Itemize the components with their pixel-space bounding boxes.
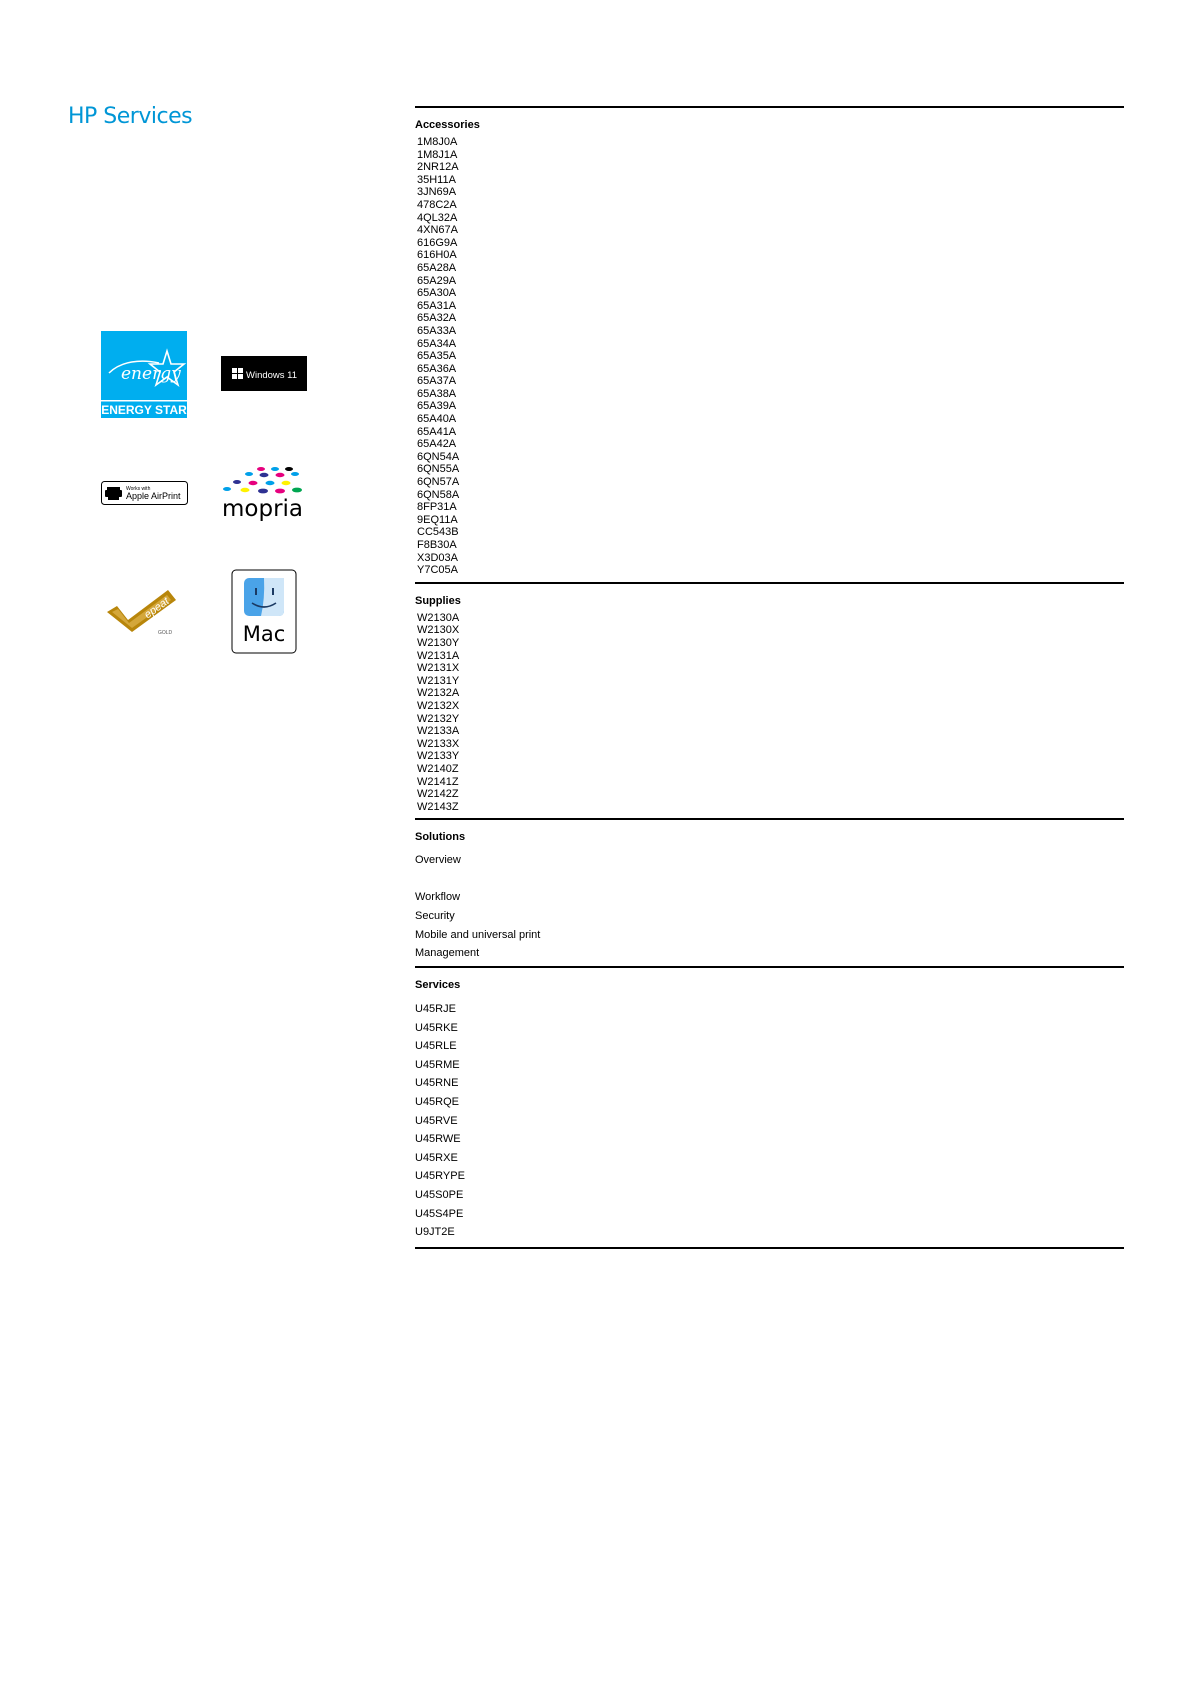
accessory-code: 65A37A — [417, 375, 457, 388]
accessory-code: 3JN69A — [417, 186, 457, 199]
accessory-code: Y7C05A — [417, 564, 458, 577]
supply-code: W2130A — [417, 611, 460, 624]
service-code: U45RXE — [415, 1151, 458, 1164]
accessory-code: 65A39A — [417, 400, 457, 413]
airprint-badge — [101, 481, 188, 505]
supply-code: W2131Y — [417, 674, 460, 687]
mac-finder-icon — [231, 569, 297, 654]
airprint-label: Apple AirPrint — [126, 491, 181, 501]
accessory-code: 6QN58A — [417, 488, 460, 501]
solutions-section — [415, 818, 1124, 966]
accessory-code: 2NR12A — [417, 161, 459, 174]
windows-icon — [221, 356, 307, 391]
accessory-code: 478C2A — [417, 198, 457, 211]
solution-item-overview: Overview — [415, 854, 461, 867]
accessory-code: F8B30A — [417, 539, 457, 551]
section-title: Supplies — [415, 594, 461, 607]
accessory-code: 35H11A — [417, 173, 456, 186]
accessory-code: 65A42A — [417, 438, 457, 451]
accessory-code: 1M8J1A — [417, 148, 458, 161]
service-code: U45RQE — [415, 1096, 460, 1108]
airprint-works-with: Works with — [126, 486, 151, 492]
service-code: U45S0PE — [415, 1188, 464, 1201]
service-code: U45RKE — [415, 1021, 458, 1034]
mac-logo — [231, 569, 297, 654]
epeat-tier: GOLD — [158, 630, 173, 636]
mac-label: Mac — [242, 622, 286, 646]
solution-item-mobile-print: Mobile and universal print — [415, 928, 541, 941]
service-code: U45RVE — [415, 1114, 458, 1127]
accessory-code: 65A31A — [417, 299, 457, 312]
windows-label: Windows 11 — [246, 370, 298, 381]
supply-code: W2130X — [417, 624, 460, 637]
supply-code: W2143Z — [417, 800, 459, 813]
section-title: Services — [415, 979, 461, 992]
accessory-code: 65A32A — [417, 312, 457, 325]
supply-code: W2131A — [417, 649, 460, 662]
section-title: Accessories — [415, 119, 480, 131]
service-code: U45RME — [415, 1058, 460, 1071]
service-code: U45RWE — [415, 1133, 461, 1146]
accessory-code: CC543B — [417, 526, 459, 539]
solution-item-workflow: Workflow — [415, 891, 461, 904]
accessory-code: 8FP31A — [417, 501, 457, 514]
supply-code: W2130Y — [417, 636, 460, 649]
accessory-code: 65A30A — [417, 287, 457, 300]
supply-code: W2142Z — [417, 788, 459, 801]
service-code: U45RJE — [415, 1003, 456, 1016]
accessory-code: 65A28A — [417, 261, 457, 274]
supply-code: W2133A — [417, 725, 460, 738]
supplies-section — [415, 582, 1124, 819]
accessories-section — [415, 106, 1124, 582]
section-title: Solutions — [415, 831, 466, 844]
accessory-code: 616H0A — [417, 249, 457, 262]
accessory-code: 6QN54A — [417, 450, 460, 463]
accessory-code: 65A35A — [417, 350, 457, 363]
accessory-code: 65A33A — [417, 324, 457, 337]
energy-star-label: ENERGY STAR — [101, 403, 187, 417]
supply-code: W2132X — [417, 699, 460, 712]
supply-code: W2131X — [417, 662, 460, 675]
supply-code: W2132A — [417, 687, 460, 700]
supply-code: W2141Z — [417, 775, 459, 788]
windows-11-logo — [221, 356, 307, 391]
supply-code: W2133X — [417, 737, 460, 750]
solution-item-management: Management — [415, 947, 480, 960]
accessory-code: 65A40A — [417, 413, 457, 426]
service-code: U45S4PE — [415, 1207, 464, 1220]
accessories-list — [415, 136, 1124, 582]
accessory-code: 65A38A — [417, 387, 457, 400]
accessory-code: 65A36A — [417, 362, 457, 375]
accessory-code: 6QN55A — [417, 463, 460, 476]
mopria-icon — [222, 466, 306, 522]
services-list — [415, 1003, 1124, 1247]
accessory-code: 65A41A — [417, 425, 457, 438]
accessory-code: 9EQ11A — [417, 513, 458, 526]
accessory-code: 1M8J0A — [417, 136, 458, 148]
accessory-code: X3D03A — [417, 551, 458, 564]
energy-script-text: energy — [121, 364, 181, 384]
energy-star-icon — [101, 331, 187, 418]
mopria-logo — [222, 466, 306, 522]
accessory-code: 616G9A — [417, 236, 458, 249]
service-code: U45RNE — [415, 1077, 459, 1090]
epeat-label: epeat — [142, 595, 172, 622]
energy-star-logo — [101, 331, 187, 418]
accessory-code: 65A34A — [417, 337, 457, 350]
airprint-icon — [101, 481, 188, 505]
accessory-code: 4QL32A — [417, 211, 458, 224]
accessory-code: 6QN57A — [417, 476, 460, 489]
supply-code: W2140Z — [417, 762, 459, 775]
service-code: U9JT2E — [415, 1226, 455, 1239]
mopria-label: mopria — [222, 496, 304, 522]
spec-content — [415, 106, 1124, 1249]
supply-code: W2132Y — [417, 712, 460, 725]
services-section — [415, 966, 1124, 1249]
supply-code: W2133Y — [417, 750, 460, 763]
accessory-code: 65A29A — [417, 274, 457, 287]
service-code: U45RYPE — [415, 1170, 465, 1183]
service-code: U45RLE — [415, 1040, 457, 1053]
epeat-icon — [104, 588, 184, 636]
accessory-code: 4XN67A — [417, 224, 458, 237]
solution-item-security: Security — [415, 909, 455, 922]
supplies-list — [415, 612, 1124, 819]
epeat-gold-logo — [104, 588, 184, 636]
page-title: HP Services — [68, 104, 193, 129]
